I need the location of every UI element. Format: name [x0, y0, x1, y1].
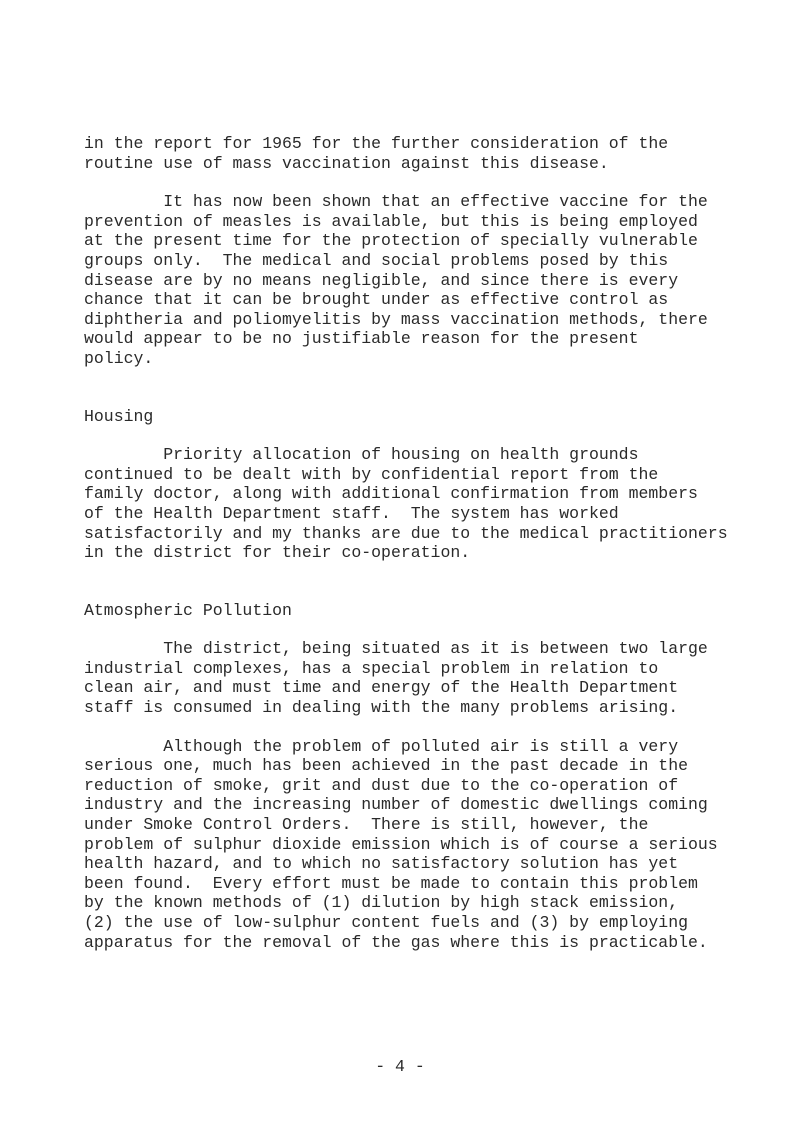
text-line: at the present time for the protection of specially vulnerable — [84, 231, 698, 251]
text-line: been found. Every effort must be made to contain this problem — [84, 873, 698, 893]
text-line: (2) the use of low-sulphur content fuels and (3) by employing — [84, 913, 688, 932]
text-line: The district, being situated as it is between two large — [84, 639, 708, 659]
paragraph-housing — [84, 445, 796, 563]
text-line: It has now been shown that an effective vaccine for the — [84, 192, 708, 212]
text-line: problem of sulphur dioxide emission which is of course a serious — [84, 834, 718, 854]
text-line: clean air, and must time and energy of the Health Department — [84, 678, 679, 698]
section-heading-atmospheric-pollution: Atmospheric Pollution — [84, 600, 292, 620]
text-line: apparatus for the removal of the gas where this is practicable. — [84, 932, 708, 952]
text-line: groups only. The medical and social problems posed by this — [84, 250, 669, 270]
text-line: disease are by no means negligible, and since there is every — [84, 270, 679, 290]
text-line: serious one, much has been achieved in the past decade in the — [84, 756, 688, 776]
paragraph-measles-vaccine — [84, 192, 796, 368]
text-line: industry and the increasing number of domestic dwellings coming — [84, 795, 708, 815]
text-line: prevention of measles is available, but this is being employed — [84, 211, 698, 231]
text-line: reduction of smoke, grit and dust due to the co-operation of — [84, 775, 679, 795]
paragraph-pollution-district — [84, 639, 796, 717]
section-heading-housing: Housing — [84, 406, 154, 426]
text-line: staff is consumed in dealing with the many problems arising. — [84, 698, 679, 718]
text-line: health hazard, and to which no satisfactory solution has yet — [84, 854, 679, 874]
text-line: in the district for their co-operation. — [84, 543, 471, 563]
text-line: Although the problem of polluted air is still a very — [84, 736, 679, 756]
text-line: satisfactorily and my thanks are due to the medical practitioners — [84, 523, 728, 543]
text-line: family doctor, along with additional confirmation from members — [84, 484, 698, 504]
text-line: would appear to be no justifiable reason for the present — [84, 329, 639, 349]
page-number: - 4 - — [375, 1057, 425, 1076]
text-line: under Smoke Control Orders. There is still, however, the — [84, 815, 649, 835]
text-line: continued to be dealt with by confidential report from the — [84, 464, 659, 484]
text-line: chance that it can be brought under as effective control as — [84, 290, 669, 310]
document-body — [84, 134, 796, 952]
text-line: routine use of mass vaccination against this disease. — [84, 153, 609, 173]
text-line: Priority allocation of housing on health grounds — [84, 445, 639, 465]
text-line: of the Health Department staff. The system has worked — [84, 503, 619, 523]
text-line: diphtheria and poliomyelitis by mass vaccination methods, there — [84, 309, 708, 329]
text-line: in the report for 1965 for the further consideration of the — [84, 134, 669, 153]
paragraph-pollution-sulphur — [84, 737, 796, 953]
text-line: industrial complexes, has a special problem in relation to — [84, 658, 659, 678]
text-line: by the known methods of (1) dilution by high stack emission, — [84, 893, 679, 913]
text-line: policy. — [84, 348, 154, 368]
paragraph-measles-report — [84, 134, 796, 173]
